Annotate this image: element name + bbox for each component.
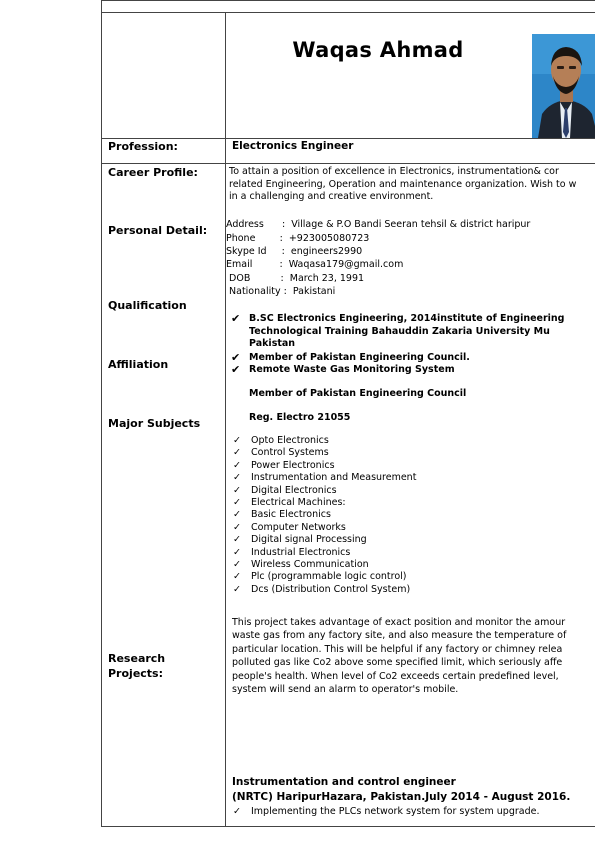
skype-row: Skype Id : engineers2990 [226,246,363,257]
registration-line: Reg. Electro 21055 [249,412,351,423]
header-top-border [101,12,595,13]
research-label-line2: Projects: [108,667,163,680]
profile-photo [532,34,595,138]
subject-item: ✓ Power Electronics [233,459,335,471]
profession-bottom-border [101,163,595,164]
research-line: polluted gas like Co2 above some specified limit, which seriously affe [232,657,563,669]
subject-item: ✓ Industrial Electronics [233,546,351,558]
career-profile-line: in a challenging and creative environment. [229,191,434,203]
research-line: people's health. When level of Co2 exceeds certain predefined level, [232,670,559,682]
subject-item: ✓ Opto Electronics [233,435,329,446]
check-icon: ✓ [233,435,241,446]
subject-item: ✓ Control Systems [233,447,329,459]
nationality-row: Nationality : Pakistani [226,286,336,297]
subject-item: ✓ Wireless Communication [233,559,369,571]
subject-item: ✓ Electrical Machines: [233,497,346,509]
major-subjects-list [233,435,416,596]
personal-detail-label: Personal Detail: [108,224,208,237]
research-line: particular location. This will be helpful if any factory or chimney relea [232,643,563,655]
check-icon: ✓ [233,534,241,546]
address-row: Address : Village & P.O Bandi Seeran tehsil & district haripur [226,219,531,230]
check-icon: ✓ [233,497,241,509]
research-line: This project takes advantage of exact position and monitor the amour [232,617,566,628]
dob-row: DOB : March 23, 1991 [226,273,365,284]
check-icon: ✓ [233,583,241,595]
candidate-name: Waqas Ahmad [292,38,464,62]
table-bottom-border [101,826,595,827]
check-icon: ✓ [233,521,241,533]
subject-item: ✓ Instrumentation and Measurement [233,472,417,484]
check-icon: ✓ [233,546,241,558]
check-icon: ✔ [231,363,241,376]
degree-line: B.SC Electronics Engineering, 2014institute of Engineering [249,313,565,324]
top-border [101,0,595,1]
affiliation-label: Affiliation [108,358,169,371]
job-duties-list [233,806,539,818]
check-icon: ✓ [233,509,241,521]
check-icon: ✔ [231,351,241,364]
member-line: Member of Pakistan Engineering Council [249,388,467,399]
subject-item: ✓ Computer Networks [233,521,346,533]
column-divider [225,12,226,827]
check-icon: ✓ [233,447,241,459]
research-line: waste gas from any factory site, and also measure the temperature of [232,630,567,642]
research-text [232,616,595,696]
subject-item: ✓ Dcs (Distribution Control System) [233,583,411,595]
qualification-label: Qualification [108,299,187,312]
subject-item: ✓ Digital Electronics [233,484,337,496]
career-profile-line: related Engineering, Operation and maintenance organization. Wish to w [229,178,577,190]
affiliation-item: Remote Waste Gas Monitoring System [249,364,455,375]
person-photo-icon [532,34,595,138]
degree-line: Pakistan [249,338,296,350]
check-icon: ✓ [233,571,241,583]
phone-row: Phone : +923005080723 [226,233,370,244]
subject-item: ✓ Digital signal Processing [233,534,367,546]
check-icon: ✔ [231,312,241,325]
career-profile-text [229,166,595,204]
major-subjects-label: Major Subjects [108,417,201,430]
subject-item: ✓ Plc (programmable logic control) [233,571,407,583]
email-row: Email : Waqasa179@gmail.com [226,259,404,270]
research-line: system will send an alarm to operator's mobile. [232,684,459,696]
degree-line: Technological Training Bahauddin Zakaria University Mu [249,325,550,337]
profession-label: Profession: [108,140,178,153]
check-icon: ✓ [233,459,241,471]
degree-text [249,313,595,351]
affiliation-item: Member of Pakistan Engineering Council. [249,352,470,363]
job-duty-item: ✓ Implementing the PLCs network system for system upgrade. [233,806,540,817]
check-icon: ✓ [233,806,241,817]
job-organization: (NRTC) HaripurHazara, Pakistan.July 2014 - August 2016. [232,791,571,803]
subject-item: ✓ Basic Electronics [233,509,331,521]
research-label-line1: Research [108,652,166,665]
job-title: Instrumentation and control engineer [232,776,456,788]
check-icon: ✓ [233,484,241,496]
career-profile-line: To attain a position of excellence in Electronics, instrumentation& cor [229,166,559,177]
table-left-border [101,0,102,827]
profession-value: Electronics Engineer [232,140,354,152]
career-profile-label: Career Profile: [108,166,198,179]
check-icon: ✓ [233,559,241,571]
check-icon: ✓ [233,472,241,484]
